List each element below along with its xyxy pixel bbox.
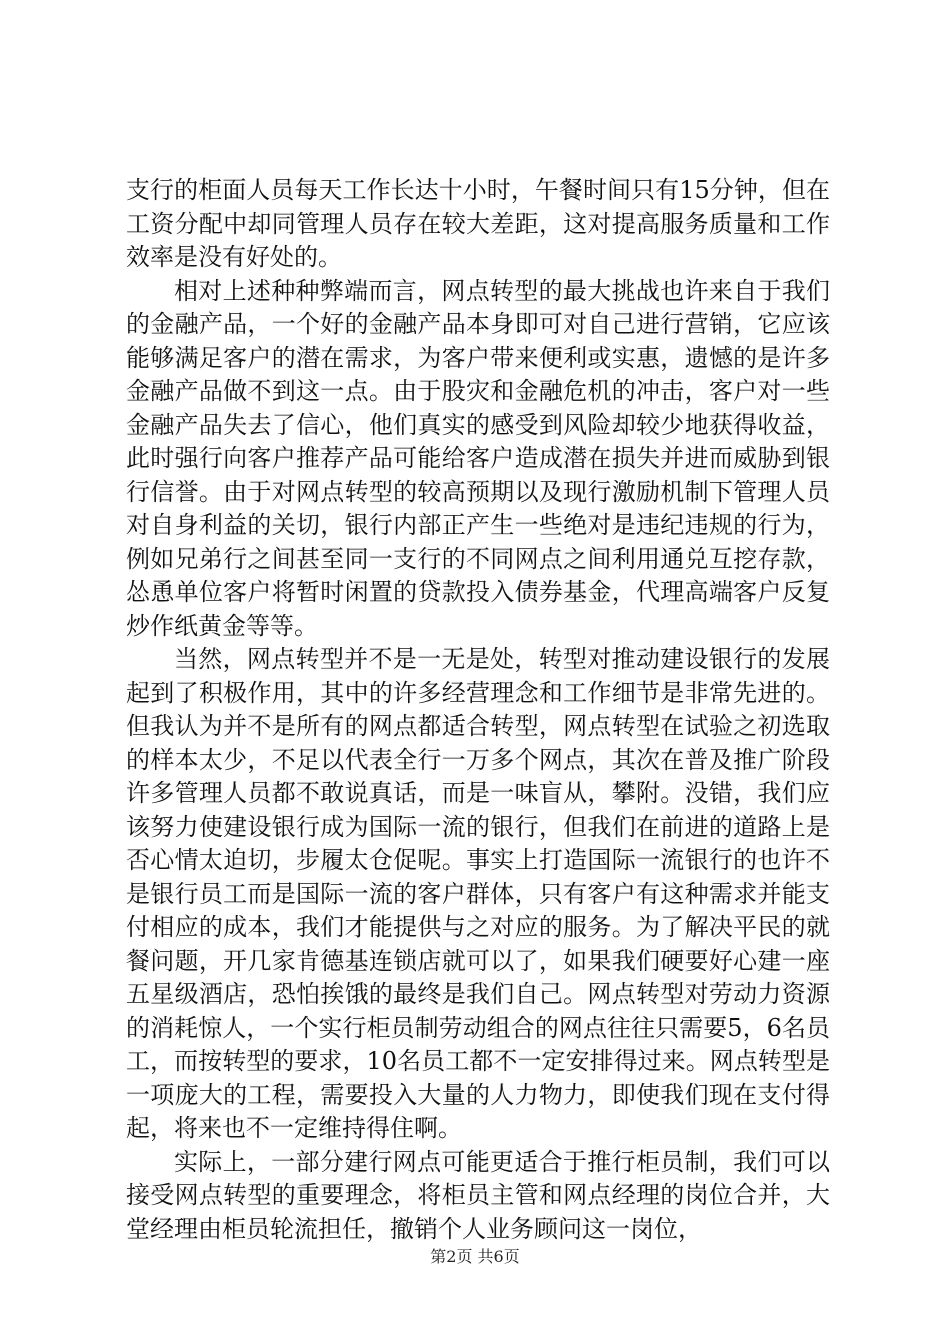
page-number-footer: 第2页 共6页 [430, 1247, 520, 1266]
paragraph-transformation-assessment: 当然，网点转型并不是一无是处，转型对推动建设银行的发展起到了积极作用，其中的许多经营理念和工作细节是非常先进的。但我认为并不是所有的网点都适合转型，网点转型在试验之初选取的样本太少，不足以代表全行一万多个网点，其次在普及推广阶段许多管理人员都不敢说真话，而是一味盲从，攀附。没错，我们应该努力使建设银行成为国际一流的银行，但我们在前进的道路上是否心情太迫切，步履太仓促呢。事实上打造国际一流银行的也许不是银行员工而是国际一流的客户群体，只有客户有这种需求并能支付相应的成本，我们才能提供与之对应的服务。为了解决平民的就餐问题，开几家肯德基连锁店就可以了，如果我们硬要好心建一座五星级酒店，恐怕挨饿的最终是我们自己。网点转型对劳动力资源的消耗惊人，一个实行柜员制劳动组合的网点往往只需要5，6名员工，而按转型的要求，10名员工都不一定安排得过来。网点转型是一项庞大的工程，需要投入大量的人力物力，即使我们现在支付得起，将来也不一定维持得住啊。 [126, 645, 830, 1142]
paragraph-continuation: 支行的柜面人员每天工作长达十小时，午餐时间只有15分钟，但在工资分配中却同管理人员存在较大差距，这对提高服务质量和工作效率是没有好处的。 [126, 176, 830, 271]
document-body [126, 174, 830, 1246]
paragraph-teller-system: 实际上，一部分建行网点可能更适合于推行柜员制，我们可以接受网点转型的重要理念，将柜员主管和网点经理的岗位合并，大堂经理由柜员轮流担任，撤销个人业务顾问这一岗位， [126, 1147, 830, 1243]
paragraph-financial-products: 相对上述种种弊端而言，网点转型的最大挑战也许来自于我们的金融产品，一个好的金融产品本身即可对自己进行营销，它应该能够满足客户的潜在需求，为客户带来便利或实惠，遗憾的是许多金融产品做不到这一点。由于股灾和金融危机的冲击，客户对一些金融产品失去了信心，他们真实的感受到风险却较少地获得收益，此时强行向客户推荐产品可能给客户造成潜在损失并进而威胁到银行信誉。由于对网点转型的较高预期以及现行激励机制下管理人员对自身利益的关切，银行内部正产生一些绝对是违纪违规的行为，例如兄弟行之间甚至同一支行的不同网点之间利用通兑互挖存款，怂恿单位客户将暂时闲置的贷款投入债券基金，代理高端客户反复炒作纸黄金等等。 [126, 276, 830, 640]
